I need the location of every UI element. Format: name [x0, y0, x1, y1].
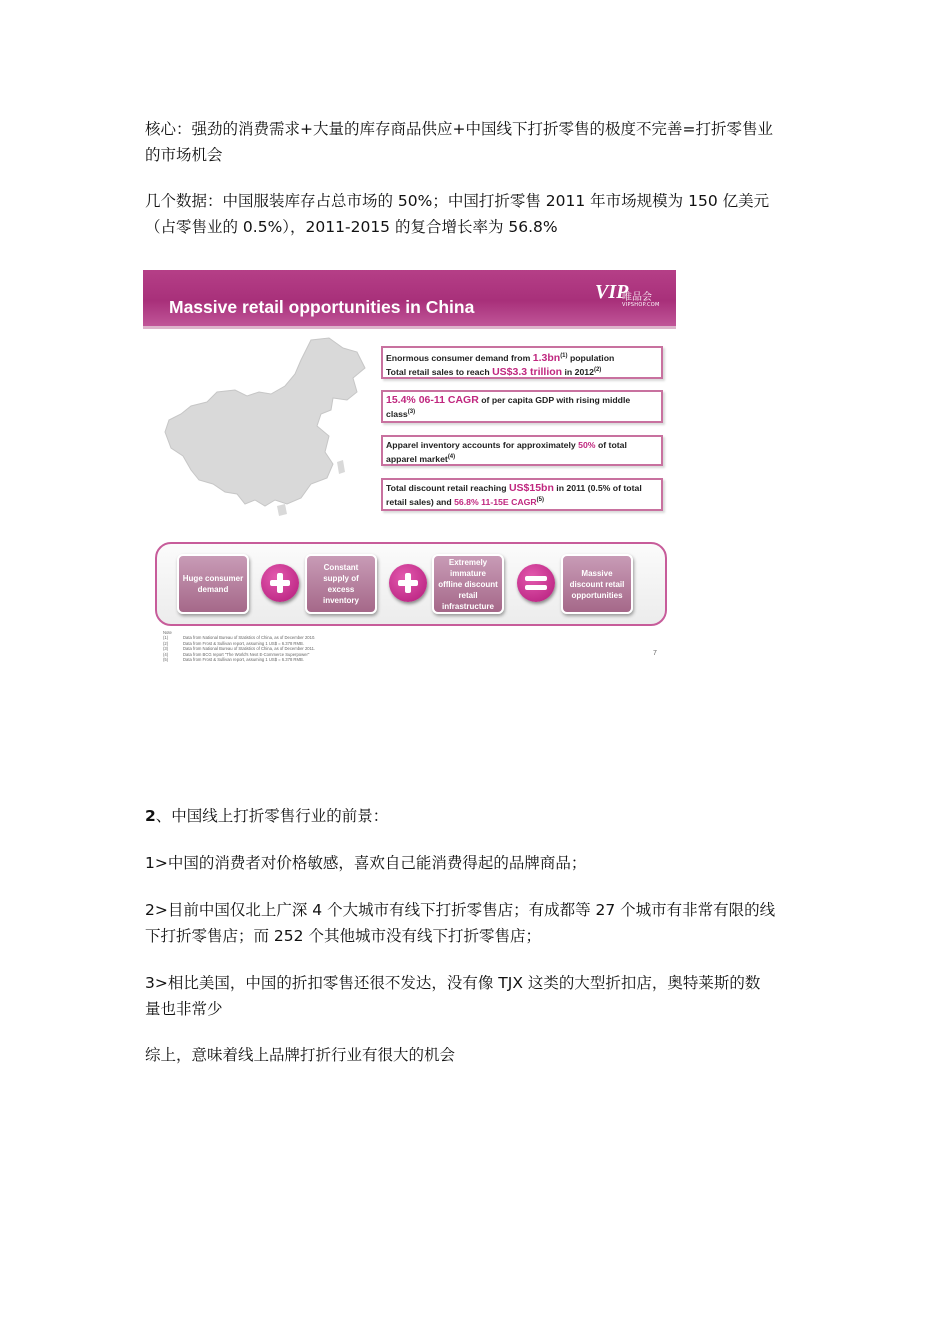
- point-3-line-2: 量也非常少: [145, 1000, 223, 1018]
- outlook-point-3: [145, 970, 810, 1022]
- point-2-line-2: 下打折零售店；而 252 个其他城市没有线下打折零售店；: [145, 927, 541, 945]
- notes-label: Note: [163, 630, 172, 635]
- fact-4-text: Total discount retail reaching: [386, 483, 509, 493]
- fact-1-line2-end: in 2012: [562, 366, 594, 377]
- note-number: (5): [163, 657, 169, 663]
- fact-3-highlight: 50%: [578, 440, 596, 450]
- equation-box-infrastructure: Extremely immature offline discount retail infrastructure: [432, 554, 504, 614]
- opportunity-equation: [155, 542, 667, 626]
- slide-page-number: 7: [653, 650, 657, 657]
- fact-box-apparel-inventory: [381, 435, 663, 466]
- fact-4-footnote: (5): [536, 497, 545, 503]
- fact-1-line2-text: Total retail sales to reach: [386, 366, 493, 377]
- fact-1-highlight: 1.3bn: [532, 351, 561, 364]
- note-row: [163, 657, 315, 662]
- note-text: Data from National Bureau of Statistics of China, as of December 2010.: [183, 635, 316, 641]
- core-paragraph: [145, 116, 810, 168]
- fact-1-line2-footnote: (2): [593, 366, 602, 373]
- outlook-heading-number: 2: [145, 807, 156, 825]
- point-2-line-1: 2>目前中国仅北上广深 4 个大城市有线下打折零售店；有成都等 27 个城市有非常有限的线: [145, 901, 776, 919]
- outlook-heading-text: 、中国线上打折零售行业的前景：: [155, 807, 389, 825]
- note-text: Data from Frost & Sullivan report, assuming 1 US$ = 6.378 RMB.: [183, 640, 304, 646]
- fact-3-text: Apparel inventory accounts for approximately: [386, 440, 579, 450]
- data-paragraph: [145, 188, 810, 240]
- slide-image: [143, 270, 676, 675]
- fact-2-text: of per capita GDP with rising middle class: [386, 395, 631, 419]
- fact-2-footnote: (3): [407, 409, 416, 415]
- fact-1-text: Enormous consumer demand from: [386, 352, 533, 363]
- logo-chinese-text: 唯品会: [622, 292, 652, 303]
- fact-3-text-end: of total apparel market: [386, 440, 627, 464]
- vipshop-logo: [595, 281, 667, 313]
- fact-box-consumer-demand: [381, 346, 663, 379]
- equation-box-result: Massive discount retail opportunities: [561, 554, 633, 614]
- outlook-heading: [145, 803, 810, 829]
- note-number: (1): [163, 635, 169, 641]
- equation-box-supply: Constant supply of excess inventory: [305, 554, 377, 614]
- core-line-1: 核心：强劲的消费需求+大量的库存商品供应+中国线下打折零售的极度不完善=打折零售业: [145, 120, 773, 138]
- plus-icon: [389, 564, 427, 602]
- plus-icon: [261, 564, 299, 602]
- core-line-2: 的市场机会: [145, 146, 223, 164]
- note-text: Data from National Bureau of Statistics of China, as of December 2011.: [183, 646, 316, 652]
- note-text: Data from BCG report "The World's Next E-Commerce Superpower": [183, 651, 310, 657]
- slide-header: [143, 270, 676, 326]
- data-line-2: （占零售业的 0.5%），2011-2015 的复合增长率为 56.8%: [145, 218, 558, 236]
- fact-3-footnote: (4): [447, 454, 456, 460]
- logo-vip-text: VIP: [595, 281, 629, 303]
- fact-1-line2-highlight: US$3.3 trillion: [492, 365, 563, 378]
- fact-4-highlight-2: 56.8% 11-15E CAGR: [454, 496, 537, 507]
- fact-4-highlight: US$15bn: [508, 482, 554, 494]
- outlook-point-2: [145, 897, 810, 949]
- slide-notes: [163, 630, 315, 662]
- note-text: Data from Frost & Sullivan report, assuming 1 US$ = 6.378 RMB.: [183, 657, 304, 663]
- fact-2-highlight: 15.4% 06-11 CAGR: [386, 394, 479, 406]
- fact-1-text-end: population: [567, 352, 615, 363]
- note-number: (3): [163, 646, 169, 652]
- note-number: (4): [163, 651, 169, 657]
- point-3-line-1: 3>相比美国，中国的折扣零售还很不发达，没有像 TJX 这类的大型折扣店，奥特莱斯的数: [145, 974, 761, 992]
- outlook-point-1: 1>中国的消费者对价格敏感，喜欢自己能消费得起的品牌商品；: [145, 854, 587, 872]
- note-number: (2): [163, 640, 169, 646]
- slide-title: Massive retail opportunities in China: [169, 297, 475, 317]
- equals-icon: [517, 564, 555, 602]
- equation-box-demand: Huge consumer demand: [177, 554, 249, 614]
- fact-box-gdp-cagr: [381, 390, 663, 423]
- fact-box-discount-retail: [381, 478, 663, 511]
- logo-domain-text: VIPSHOP.COM: [622, 302, 660, 308]
- fact-1-footnote: (1): [560, 353, 568, 359]
- china-map-icon: [161, 334, 371, 524]
- fact-4-text-mid: in 2011 (0.5% of total retail sales) and: [386, 483, 642, 507]
- data-line-1: 几个数据：中国服装库存占总市场的 50%；中国打折零售 2011 年市场规模为 150 亿美元: [145, 192, 770, 210]
- summary-paragraph: 综上，意味着线上品牌打折行业有很大的机会: [145, 1046, 456, 1064]
